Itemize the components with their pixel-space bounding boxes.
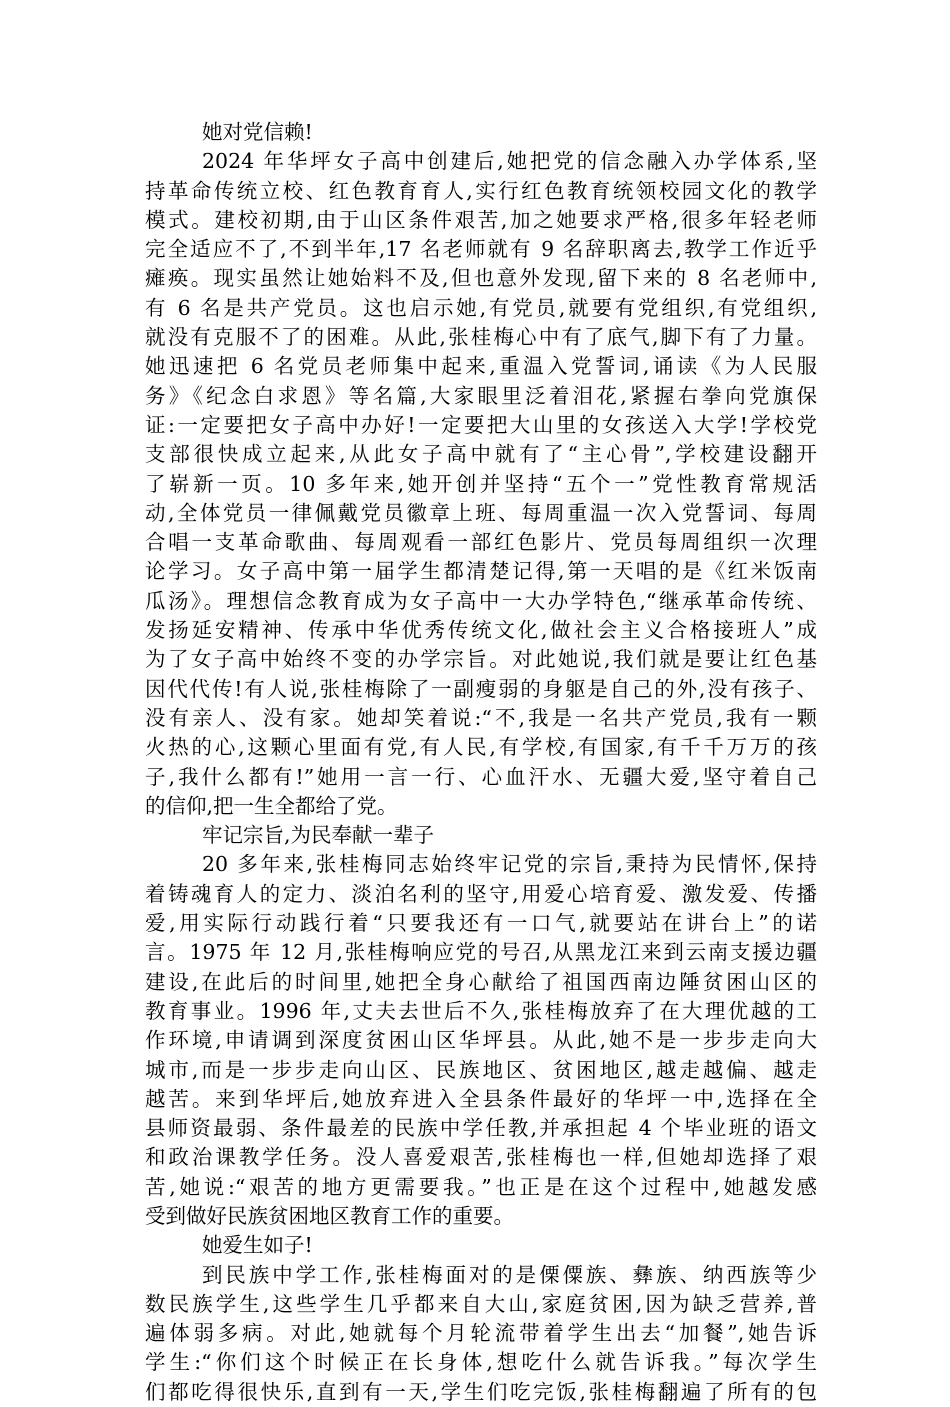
paragraph-line: 爱,用实际行动践行着“只要我还有一口气,就要站在讲台上”的诺 — [145, 911, 817, 936]
paragraph-line: 没有亲人、没有家。她却笑着说:“不,我是一名共产党员,我有一颗 — [145, 705, 817, 730]
paragraph-line: 数民族学生,这些学生几乎都来自大山,家庭贫困,因为缺乏营养,普 — [145, 1291, 817, 1316]
paragraph-line: 遍体弱多病。对此,她就每个月轮流带着学生出去“加餐”,她告诉 — [145, 1321, 817, 1346]
paragraph-line: 务》《纪念白求恩》等名篇,大家眼里泛着泪花,紧握右拳向党旗保 — [145, 383, 817, 408]
paragraph-line: 持革命传统立校、红色教育育人,实行红色教育统领校园文化的教学 — [145, 178, 817, 203]
paragraph-line: 论学习。女子高中第一届学生都清楚记得,第一天唱的是《红米饭南 — [145, 559, 817, 584]
paragraph-line: 学生:“你们这个时候正在长身体,想吃什么就告诉我。”每次学生 — [145, 1350, 817, 1375]
paragraph-line: 受到做好民族贫困地区教育工作的重要。 — [145, 1203, 514, 1228]
paragraph-line: 有 6 名是共产党员。这也启示她,有党员,就要有党组织,有党组织, — [145, 295, 817, 320]
paragraph-line: 支部很快成立起来,从此女子高中就有了“主心骨”,学校建设翻开 — [145, 442, 817, 467]
paragraph-line: 城市,而是一步步走向山区、民族地区、贫困地区,越走越偏、越走 — [145, 1057, 817, 1082]
paragraph-line: 瓜汤》。理想信念教育成为女子高中一大办学特色,“继承革命传统、 — [145, 588, 817, 613]
paragraph-line: 了崭新一页。10 多年来,她开创并坚持“五个一”党性教育常规活 — [145, 471, 817, 496]
paragraph-line: 教育事业。1996 年,丈夫去世后不久,张桂梅放弃了在大理优越的工 — [145, 998, 817, 1023]
paragraph-line: 为了女子高中始终不变的办学宗旨。对此她说,我们就是要让红色基 — [145, 647, 817, 672]
paragraph-line: 动,全体党员一律佩戴党员徽章上班、每周重温一次入党誓词、每周 — [145, 500, 817, 525]
paragraph-line: 着铸魂育人的定力、淡泊名利的坚守,用爱心培育爱、激发爱、传播 — [145, 881, 817, 906]
paragraph-line: 火热的心,这颗心里面有党,有人民,有学校,有国家,有千千万万的孩 — [145, 735, 817, 760]
paragraph-line: 到民族中学工作,张桂梅面对的是傈僳族、彝族、纳西族等少 — [202, 1262, 817, 1287]
paragraph-line: 模式。建校初期,由于山区条件艰苦,加之她要求严格,很多年轻老师 — [145, 207, 817, 232]
paragraph-line: 完全适应不了,不到半年,17 名老师就有 9 名辞职离去,教学工作近乎 — [145, 237, 817, 262]
paragraph-line: 们都吃得很快乐,直到有一天,学生们吃完饭,张桂梅翻遍了所有的包 — [145, 1379, 817, 1404]
paragraph-line: 言。1975 年 12 月,张桂梅响应党的号召,从黑龙江来到云南支援边疆 — [145, 940, 817, 965]
paragraph-line: 发扬延安精神、传承中华优秀传统文化,做社会主义合格接班人”成 — [145, 618, 817, 643]
paragraph-line: 和政治课教学任务。没人喜爱艰苦,张桂梅也一样,但她却选择了艰 — [145, 1145, 817, 1170]
paragraph-line: 瘫痪。现实虽然让她始料不及,但也意外发现,留下来的 8 名老师中, — [145, 266, 817, 291]
document-body — [145, 118, 817, 1407]
paragraph-line: 因代代传!有人说,张桂梅除了一副瘦弱的身躯是自己的外,没有孩子、 — [145, 676, 817, 701]
paragraph-line: 作环境,申请调到深度贫困山区华坪县。从此,她不是一步步走向大 — [145, 1028, 817, 1053]
paragraph-line: 20 多年来,张桂梅同志始终牢记党的宗旨,秉持为民情怀,保持 — [202, 852, 817, 877]
paragraph-line: 县师资最弱、条件最差的民族中学任教,并承担起 4 个毕业班的语文 — [145, 1116, 817, 1141]
paragraph-line: 合唱一支革命歌曲、每周观看一部红色影片、党员每周组织一次理 — [145, 530, 817, 555]
section-heading: 牢记宗旨,为民奉献一辈子 — [202, 823, 435, 848]
paragraph-line: 越苦。来到华坪后,她放弃进入全县条件最好的华坪一中,选择在全 — [145, 1086, 817, 1111]
paragraph-line: 的信仰,把一生全都给了党。 — [145, 793, 398, 818]
paragraph-line: 就没有克服不了的困难。从此,张桂梅心中有了底气,脚下有了力量。 — [145, 325, 817, 350]
paragraph-line: 子,我什么都有!”她用一言一行、心血汗水、无疆大爱,坚守着自己 — [145, 764, 817, 789]
paragraph-line: 2024 年华坪女子高中创建后,她把党的信念融入办学体系,坚 — [202, 149, 817, 174]
paragraph-line: 证:一定要把女子高中办好!一定要把大山里的女孩送入大学!学校党 — [145, 412, 817, 437]
paragraph-line: 苦,她说:“艰苦的地方更需要我。”也正是在这个过程中,她越发感 — [145, 1174, 817, 1199]
section-heading: 她对党信赖! — [202, 120, 313, 144]
paragraph-line: 建设,在此后的时间里,她把全身心献给了祖国西南边陲贫困山区的 — [145, 969, 817, 994]
paragraph-line: 她迅速把 6 名党员老师集中起来,重温入党誓词,诵读《为人民服 — [145, 354, 817, 379]
section-heading: 她爱生如子! — [202, 1233, 313, 1258]
